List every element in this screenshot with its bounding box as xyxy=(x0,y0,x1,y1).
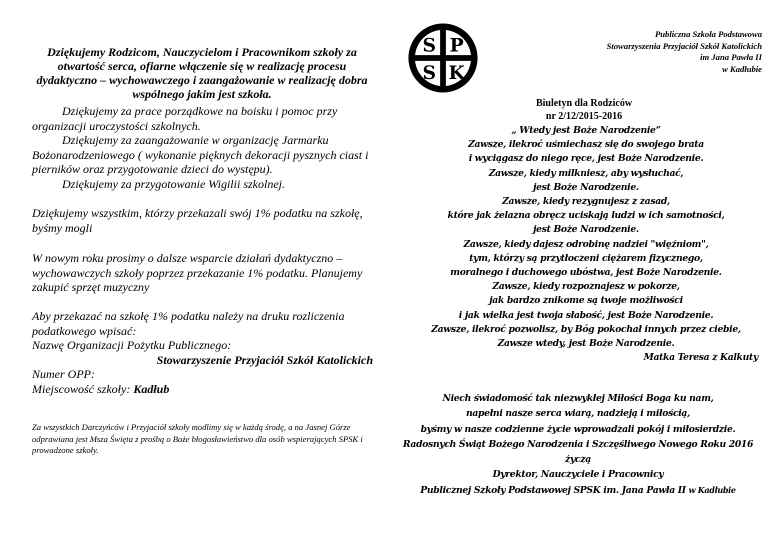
school-header xyxy=(524,29,762,76)
poem-line: Zawsze, ilekroć pozwolisz, by Bóg pokochał innych przez ciebie, xyxy=(431,323,741,335)
poem-line: i jak wielka jest twoja słabość, jest Boże Narodzenie. xyxy=(458,309,714,321)
poem-line: tym, którzy są przytłoczeni ciężarem fizycznego, xyxy=(469,252,703,264)
one-percent-thanks: Dziękujemy wszystkim, którzy przekazali swój 1% podatku na szkołę, byśmy mogli xyxy=(32,206,363,235)
poem-line: Zawsze, ilekroć uśmiechasz się do swojego brata xyxy=(468,139,704,151)
greeting-line: byśmy w nasze codzienne życie wprowadzali pokój i miłosierdzie. xyxy=(420,423,736,435)
greeting-line: Dyrektor, Nauczyciele i Pracownicy xyxy=(492,469,664,481)
greeting-signature xyxy=(400,483,756,498)
poem-line: Zawsze, kiedy milkniesz, aby wysłuchać, xyxy=(488,167,684,179)
poem-line: Zawsze, kiedy rezygnujesz z zasad, xyxy=(502,196,670,208)
thanks-line: Dziękujemy za przygotowanie Wigilii szkolnej. xyxy=(62,176,285,191)
signature-main: Publicznej Szkoły Podstawowej SPSK im. Jana Pawła II xyxy=(420,484,686,496)
school-line: Stowarzyszenia Przyjaciół Szkół Katolickich xyxy=(606,40,762,51)
school-line: Publiczna Szkoła Podstawowa xyxy=(655,29,762,39)
instructions-text: Aby przekazać na szkołę 1% podatku należy na druku rozliczenia podatkowego wpisać: xyxy=(32,309,345,338)
prayer-note: Za wszystkich Darczyńców i Przyjaciół szkoły modlimy się w każdą środę, a na Jasnej Górze odprawiana jest Msza Święta z prośbą o Boże błogosławieństwo dla osób wspierających SPSK i prowadzone szkoły. xyxy=(32,422,363,455)
poem-line: Zawsze, kiedy rozpoznajesz w pokorze, xyxy=(492,281,680,293)
spsk-logo-icon xyxy=(407,22,479,94)
greeting-line: Radosnych Świąt Bożego Narodzenia i Szczęśliwego Nowego Roku 2016 xyxy=(402,438,754,450)
thanks-line: Dziękujemy za prace porządkowe na boisku i pomoc przy organizacji uroczystości szkolnych. xyxy=(32,104,338,133)
logo-letter: K xyxy=(448,61,465,84)
poem-line: Zawsze, kiedy dajesz odrobinę nadziei "więźniom", xyxy=(463,238,709,250)
logo-letter: S xyxy=(422,34,437,57)
poem-line: Zawsze wtedy, jest Boże Narodzenie. xyxy=(497,338,675,350)
tax-instructions xyxy=(32,309,377,396)
poem xyxy=(410,124,762,365)
bulletin-title-block xyxy=(494,97,674,123)
school-line: im Jana Pawła II xyxy=(700,52,762,63)
right-page xyxy=(384,0,768,543)
greeting-line: życzą xyxy=(565,454,591,466)
poem-line: jak bardzo znikome są twoje możliwości xyxy=(489,295,683,307)
place-label: Miejscowość szkoły: xyxy=(32,381,131,396)
thanks-list xyxy=(32,104,377,191)
place-value: Kadłub xyxy=(133,381,170,396)
signature-place: w Kadłubie xyxy=(688,484,736,495)
logo-letter: S xyxy=(422,61,437,84)
poem-line: i wyciągasz do niego ręce, jest Boże Narodzenie. xyxy=(468,153,704,165)
opp-label: Numer OPP: xyxy=(32,367,95,381)
poem-line: jest Boże Narodzenie. xyxy=(533,224,639,236)
tax-request: W nowym roku prosimy o dalsze wsparcie działań dydaktyczno – wychowawczych szkoły poprzez przekazanie 1% podatku. Planujemy zakupić sprzęt muzyczny xyxy=(32,251,363,294)
poem-author: Matka Teresa z Kalkuty xyxy=(643,352,758,364)
place-line xyxy=(32,382,377,397)
greeting-line: Niech świadomość tak niezwykłej Miłości Boga ku nam, xyxy=(442,393,714,404)
thanks-heading: Dziękujemy Rodzicom, Nauczycielom i Pracownikom szkoły za otwartość serca, ofiarne włączenie się w realizację procesu dydaktyczno – wychowawczego i zaangażowanie w realizację dobra wspólnego jakim jest szkoła. xyxy=(36,45,368,101)
thanks-line: Dziękujemy za zaangażowanie w organizację Jarmarku Bożonarodzeniowego ( wykonanie pięknych dekoracji pysznych ciast i pierników oraz przygotowanie dzieci do występu). xyxy=(32,133,369,176)
logo-letter: P xyxy=(449,34,464,57)
org-label: Nazwę Organizacji Pożytku Publicznego: xyxy=(32,338,232,352)
bulletin-title: Biuletyn dla Rodziców xyxy=(535,98,633,109)
greeting-line: napełni nasze serca wiarą, nadzieją i miłością, xyxy=(466,408,690,420)
school-line: w Kadłubie xyxy=(722,64,762,75)
bulletin-number: nr 2/12/2015-2016 xyxy=(545,111,623,122)
christmas-greeting xyxy=(400,391,756,498)
poem-line: „ Wtedy jest Boże Narodzenie” xyxy=(511,125,661,136)
poem-line: jest Boże Narodzenie. xyxy=(533,181,639,193)
org-name: Stowarzyszenie Przyjaciół Szkół Katolickich xyxy=(156,352,373,367)
poem-line: które jak żelazna obręcz uciskają ludzi w ich samotności, xyxy=(447,210,725,222)
poem-line: moralnego i duchowego ubóstwa, jest Boże Narodzenie. xyxy=(450,267,722,279)
